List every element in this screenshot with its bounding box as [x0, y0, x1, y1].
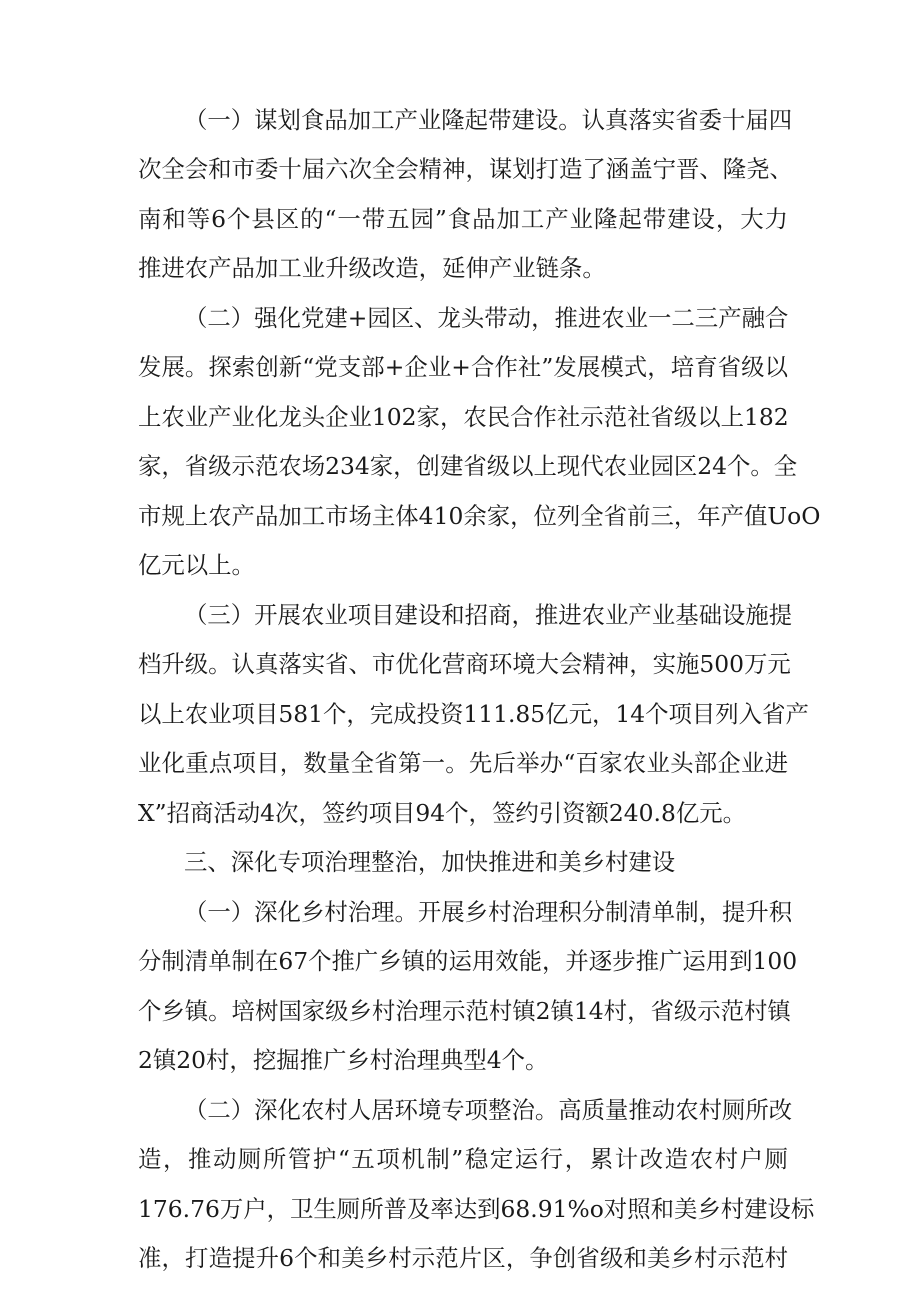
paragraph-3-line-2: 档升级。认真落实省、市优化营商环境大会精神，实施500万元	[138, 650, 791, 678]
paragraph-1-line-1: （一）谋划食品加工产业隆起带建设。认真落实省委十届四	[184, 106, 793, 134]
paragraph-4-line-2: 分制清单制在67个推广乡镇的运用效能，并逐步推广运用到100	[138, 947, 798, 975]
paragraph-3-line-3: 以上农业项目581个，完成投资111.85亿元，14个项目列入省产	[138, 700, 809, 728]
paragraph-4-line-4: 2镇20村，挖掘推广乡村治理典型4个。	[138, 1046, 549, 1074]
paragraph-2-line-4: 家，省级示范农场234家，创建省级以上现代农业园区24个。全	[138, 452, 798, 480]
paragraph-2-line-5: 市规上农产品加工市场主体410余家，位列全省前三，年产值UoO	[138, 502, 821, 530]
paragraph-1-line-2: 次全会和市委十届六次全会精神，谋划打造了涵盖宁晋、隆尧、	[138, 155, 793, 183]
paragraph-3-line-5: X”招商活动4次，签约项目94个，签约引资额240.8亿元。	[138, 799, 747, 827]
paragraph-2-line-3: 上农业产业化龙头企业102家，农民合作社示范社省级以上182	[138, 403, 789, 431]
paragraph-5-line-2: 造，推动厕所管护“五项机制”稳定运行，累计改造农村户厕	[138, 1145, 788, 1173]
paragraph-4-line-3: 个乡镇。培树国家级乡村治理示范村镇2镇14村，省级示范村镇	[138, 997, 791, 1025]
paragraph-2-line-2: 发展。探索创新“党支部+企业+合作社”发展模式，培育省级以	[138, 353, 788, 381]
paragraph-1-line-4: 推进农产品加工业升级改造，延伸产业链条。	[138, 254, 606, 282]
paragraph-2-line-1: （二）强化党建+园区、龙头带动，推进农业一二三产融合	[184, 304, 789, 332]
paragraph-5-line-1: （二）深化农村人居环境专项整治。高质量推动农村厕所改	[184, 1096, 793, 1124]
paragraph-3-line-1: （三）开展农业项目建设和招商，推进农业产业基础设施提	[184, 601, 793, 629]
paragraph-3-line-4: 业化重点项目，数量全省第一。先后举办“百家农业头部企业进	[138, 749, 788, 777]
paragraph-4-line-1: （一）深化乡村治理。开展乡村治理积分制清单制，提升积	[184, 898, 793, 926]
paragraph-2-line-6: 亿元以上。	[138, 551, 255, 579]
paragraph-5-line-3: 176.76万户，卫生厕所普及率达到68.91%o对照和美乡村建设标	[138, 1195, 815, 1223]
section-heading: 三、深化专项治理整治，加快推进和美乡村建设	[184, 848, 676, 876]
paragraph-1-line-3: 南和等6个县区的“一带五园”食品加工产业隆起带建设，大力	[138, 205, 788, 233]
paragraph-5-line-4: 准，打造提升6个和美乡村示范片区，争创省级和美乡村示范村	[138, 1244, 788, 1272]
